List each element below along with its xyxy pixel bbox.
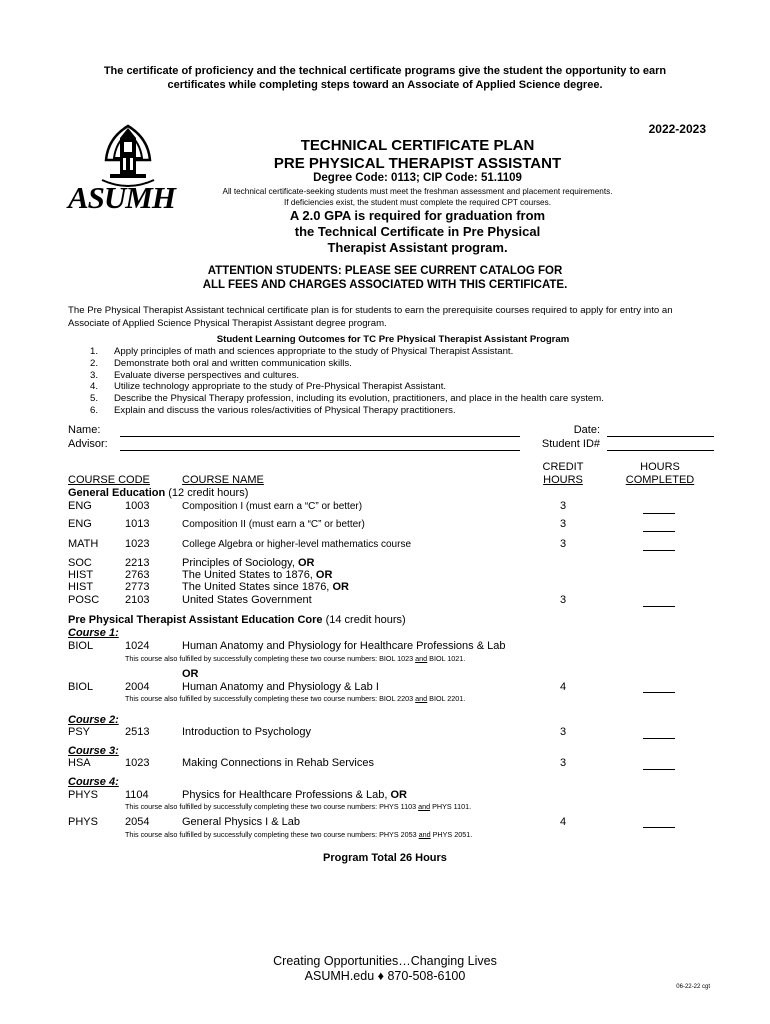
advisor-field[interactable]	[120, 450, 520, 451]
degree-code: Degree Code: 0113; CIP Code: 51.1109	[313, 172, 522, 184]
intro-line-2: certificates while completing steps toward an Associate of Applied Science degree.	[167, 79, 603, 91]
course-3-label: Course 3:	[68, 745, 119, 757]
course-number: 2773	[125, 581, 150, 593]
course-name: The United States since 1876, OR	[182, 581, 349, 593]
course-name: United States Government	[182, 594, 312, 606]
credit-hours: 4	[559, 816, 567, 828]
hours-completed-blank[interactable]	[643, 513, 675, 514]
gpa-line-3: Therapist Assistant program.	[327, 240, 508, 255]
date-field[interactable]	[607, 436, 714, 437]
course-number: 1023	[125, 757, 150, 769]
course-subject: HIST	[68, 569, 94, 581]
header-course-code: COURSE CODE	[68, 474, 150, 486]
credit-hours: 3	[559, 518, 567, 530]
slo-number: 4.	[90, 381, 99, 393]
assessment-note-2: If deficiencies exist, the student must complete the required CPT courses.	[284, 198, 551, 207]
plan-title	[190, 137, 645, 173]
footer-contact: ASUMH.edu ♦ 870-508-6100	[304, 969, 466, 983]
slo-text: Explain and discuss the various roles/activities of Physical Therapy practitioners.	[114, 404, 456, 416]
credit-hours: 3	[559, 538, 567, 550]
course-name: Physics for Healthcare Professions & Lab, OR	[182, 789, 407, 801]
footer-slogan: Creating Opportunities…Changing Lives	[273, 954, 497, 968]
credit-hours: 3	[559, 500, 567, 512]
course-number: 2213	[125, 557, 150, 569]
list-item	[90, 370, 604, 382]
slo-list	[90, 346, 604, 417]
course-name: Human Anatomy and Physiology & Lab I	[182, 681, 379, 693]
header-completed-line-1: HOURS	[640, 461, 680, 473]
course-number: 1023	[125, 538, 150, 550]
slo-text: Describe the Physical Therapy profession, including its evolution, practitioners, and place in the health care system.	[114, 393, 604, 405]
course-1-label: Course 1:	[68, 627, 119, 639]
asumh-logo	[66, 118, 191, 218]
course-subject: PHYS	[68, 816, 98, 828]
hours-completed-blank[interactable]	[643, 550, 675, 551]
attention-line-2: ALL FEES AND CHARGES ASSOCIATED WITH THIS CERTIFICATE.	[202, 279, 568, 291]
gen-ed-title: General Education	[68, 487, 166, 499]
name-field[interactable]	[120, 436, 520, 437]
course-subject: MATH	[68, 538, 99, 550]
name-label: Name:	[68, 424, 101, 436]
attention-line-1: ATTENTION STUDENTS: PLEASE SEE CURRENT CATALOG FOR	[207, 265, 563, 277]
course-name: Introduction to Psychology	[182, 726, 312, 738]
slo-text: Evaluate diverse perspectives and cultures.	[114, 369, 300, 381]
course-subject: BIOL	[68, 640, 94, 652]
course-number: 1104	[125, 789, 149, 801]
course-name: Composition I (must earn a “C” or better)	[182, 501, 363, 512]
course-name: General Physics I & Lab	[182, 816, 301, 828]
slo-text: Utilize technology appropriate to the study of Pre-Physical Therapist Assistant.	[114, 381, 447, 393]
logo-text: ASUMH	[68, 180, 175, 215]
course-note: This course also fulfilled by successfully completing these two course numbers: BIOL 1023 and BIOL 1021.	[125, 654, 466, 663]
course-2-label: Course 2:	[68, 714, 119, 726]
course-name: Human Anatomy and Physiology for Healthcare Professions & Lab	[182, 640, 506, 652]
course-name: College Algebra or higher-level mathematics course	[182, 539, 412, 550]
course-number: 1013	[125, 518, 150, 530]
credit-hours: 4	[559, 681, 567, 693]
slo-number: 6.	[90, 404, 99, 416]
hours-completed-blank[interactable]	[643, 827, 675, 828]
course-note: This course also fulfilled by successfully completing these two course numbers: PHYS 1103 and PHYS 1101.	[125, 802, 472, 811]
credit-hours: 3	[559, 726, 567, 738]
assessment-note-1: All technical certificate-seeking students must meet the freshman assessment and placement requirements.	[222, 187, 613, 196]
list-item	[90, 405, 604, 417]
course-subject: POSC	[68, 594, 100, 606]
course-name: Making Connections in Rehab Services	[182, 757, 374, 769]
hours-completed-blank[interactable]	[643, 531, 675, 532]
credit-hours: 3	[559, 757, 567, 769]
course-subject: PSY	[68, 726, 91, 738]
course-name: The United States to 1876, OR	[182, 569, 333, 581]
list-item	[90, 393, 604, 405]
header-credit-line-2: HOURS	[543, 473, 583, 486]
course-subject: ENG	[68, 518, 92, 530]
course-number: 2004	[125, 681, 150, 693]
description-line-2: Associate of Applied Science Physical Therapist Assistant degree program.	[68, 318, 387, 329]
course-name: Composition II (must earn a “C” or better)	[182, 519, 365, 530]
slo-number: 5.	[90, 393, 99, 405]
slo-text: Demonstrate both oral and written communication skills.	[114, 357, 352, 369]
course-subject: HIST	[68, 581, 94, 593]
course-name: Principles of Sociology, OR	[182, 557, 315, 569]
document-code: 06-22-22 cgt	[676, 984, 710, 990]
header-credit-hours	[530, 461, 596, 486]
header-hours-completed	[620, 461, 700, 486]
core-title: Pre Physical Therapist Assistant Education Core	[68, 614, 323, 626]
course-number: 1024	[125, 640, 150, 652]
list-item	[90, 381, 604, 393]
core-hours: (14 credit hours)	[325, 614, 406, 626]
gpa-line-1: A 2.0 GPA is required for graduation from	[289, 208, 546, 223]
course-subject: ENG	[68, 500, 92, 512]
advisor-label: Advisor:	[68, 438, 108, 450]
date-label: Date:	[573, 424, 600, 436]
gpa-line-2: the Technical Certificate in Pre Physical	[294, 224, 541, 239]
course-subject: HSA	[68, 757, 91, 769]
gen-ed-hours: (12 credit hours)	[168, 487, 249, 499]
student-id-field[interactable]	[607, 450, 714, 451]
course-number: 1003	[125, 500, 150, 512]
plan-title-line-1: TECHNICAL CERTIFICATE PLAN	[300, 137, 535, 154]
list-item	[90, 358, 604, 370]
description-line-1: The Pre Physical Therapist Assistant technical certificate plan is for students to earn the prerequisite courses required to apply for entry into an	[68, 305, 673, 316]
student-id-label: Student ID#	[541, 438, 600, 450]
course-subject: PHYS	[68, 789, 98, 801]
academic-year: 2022-2023	[648, 122, 706, 136]
hours-completed-blank[interactable]	[643, 606, 675, 607]
list-item	[90, 346, 604, 358]
program-total: Program Total 26 Hours	[323, 852, 447, 864]
footer	[0, 954, 770, 984]
slo-text: Apply principles of math and sciences appropriate to the study of Physical Therapist Assistant.	[114, 346, 514, 357]
plan-title-line-2: PRE PHYSICAL THERAPIST ASSISTANT	[273, 155, 562, 172]
course-subject: SOC	[68, 557, 92, 569]
credit-hours: 3	[559, 594, 567, 606]
course-4-label: Course 4:	[68, 776, 119, 788]
gpa-requirement	[190, 208, 645, 256]
hours-completed-blank[interactable]	[643, 738, 675, 739]
attention-notice	[120, 264, 650, 292]
intro-line-1: The certificate of proficiency and the technical certificate programs give the student the opportunity to earn	[103, 65, 667, 77]
slo-number: 1.	[90, 346, 99, 357]
gen-ed-heading	[68, 487, 248, 499]
intro-text	[60, 64, 710, 92]
or-separator: OR	[182, 668, 199, 680]
course-number: 2103	[125, 594, 150, 606]
plan-description	[68, 304, 718, 330]
header-completed-line-2: COMPLETED	[625, 473, 695, 486]
course-number: 2054	[125, 816, 150, 828]
hours-completed-blank[interactable]	[643, 769, 675, 770]
header-course-name: COURSE NAME	[182, 474, 264, 486]
course-subject: BIOL	[68, 681, 94, 693]
course-note: This course also fulfilled by successfully completing these two course numbers: PHYS 2053 and PHYS 2051.	[125, 830, 473, 839]
course-number: 2763	[125, 569, 150, 581]
course-number: 2513	[125, 726, 150, 738]
header-credit-line-1: CREDIT	[542, 461, 584, 473]
course-note: This course also fulfilled by successfully completing these two course numbers: BIOL 2203 and BIOL 2201.	[125, 694, 466, 703]
slo-title: Student Learning Outcomes for TC Pre Physical Therapist Assistant Program	[216, 334, 570, 345]
hours-completed-blank[interactable]	[643, 692, 675, 693]
slo-number: 2.	[90, 357, 99, 369]
core-heading	[68, 614, 406, 626]
slo-number: 3.	[90, 369, 99, 381]
